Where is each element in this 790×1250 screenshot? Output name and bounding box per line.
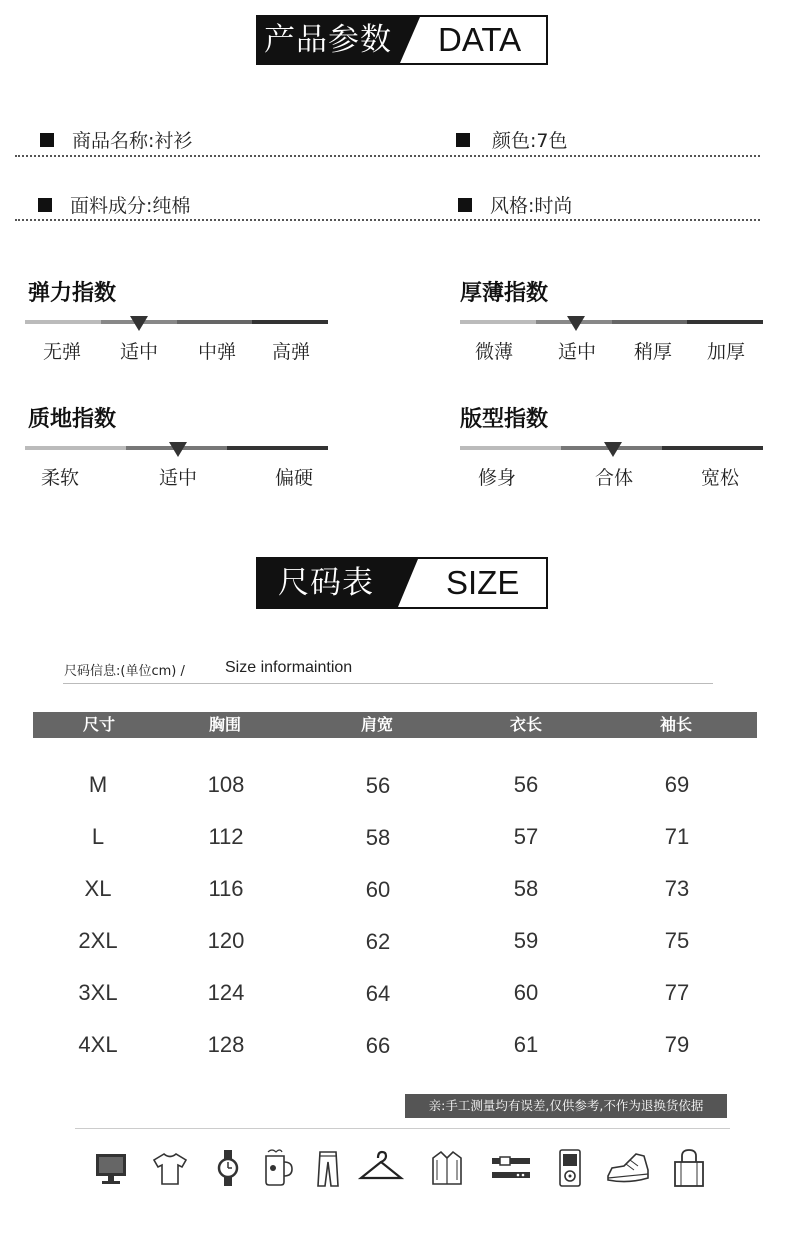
table-cell: 60 (513, 980, 539, 1005)
tshirt-icon (150, 1146, 190, 1190)
hanger-icon (358, 1146, 404, 1190)
table-cell: 4XL (78, 1032, 118, 1057)
monitor-icon (91, 1146, 131, 1190)
size-title-zh: 尺码表 (278, 565, 374, 601)
elasticity-option-3: 中弹 (197, 341, 237, 363)
size-table-header (33, 712, 757, 738)
size-info-divider (63, 683, 713, 684)
texture-option-2: 适中 (158, 467, 198, 489)
table-cell: 116 (208, 876, 244, 901)
thickness-option-2: 适中 (557, 341, 597, 363)
thickness-option-1: 微薄 (474, 341, 514, 363)
texture-index-title: 质地指数 (28, 407, 117, 432)
thickness-index-marker (567, 316, 585, 331)
param-style: 风格:时尚 (458, 191, 572, 218)
size-title-banner (256, 557, 548, 609)
table-cell: 120 (207, 928, 245, 953)
bullet-square-icon (40, 133, 54, 147)
bullet-square-icon (38, 198, 52, 212)
fit-option-2: 合体 (594, 467, 634, 489)
thickness-index-title: 厚薄指数 (460, 281, 549, 306)
size-info-zh: 尺码信息:(单位cm) / (64, 664, 185, 679)
table-cell: XL (84, 876, 112, 901)
texture-index-marker (169, 442, 187, 457)
trousers-icon (308, 1146, 348, 1190)
elasticity-option-4: 高弹 (271, 341, 311, 363)
bullet-square-icon (458, 198, 472, 212)
sneaker-icon (604, 1146, 652, 1190)
elasticity-index-title: 弹力指数 (28, 281, 117, 306)
texture-option-3: 偏硬 (274, 467, 314, 489)
table-cell: 58 (513, 876, 539, 901)
param-product-name: 商品名称:衬衫 (40, 126, 192, 153)
params-title-banner (256, 15, 548, 65)
table-cell: 60 (365, 877, 391, 902)
header-length: 衣长 (509, 715, 543, 734)
mug-icon (258, 1146, 298, 1190)
header-shoulder: 肩宽 (360, 715, 394, 734)
params-title-zh: 产品参数 (264, 22, 392, 58)
table-cell: 124 (207, 980, 245, 1005)
table-cell: 71 (664, 824, 690, 849)
table-cell: 112 (208, 824, 244, 849)
watch-icon (208, 1146, 248, 1190)
fit-index-title: 版型指数 (460, 407, 549, 432)
thickness-option-3: 稍厚 (633, 341, 673, 363)
table-cell: 59 (513, 928, 539, 953)
table-cell: 66 (365, 1033, 391, 1058)
elasticity-index-bar (25, 320, 328, 324)
header-size: 尺寸 (82, 715, 116, 734)
param-color: 颜色:7色 (456, 126, 568, 153)
table-cell: 75 (664, 928, 690, 953)
table-cell: 57 (513, 824, 539, 849)
elasticity-option-2: 适中 (119, 341, 159, 363)
table-cell: 79 (664, 1032, 690, 1057)
table-cell: 62 (365, 929, 391, 954)
measurement-note: 亲:手工测量均有误差,仅供参考,不作为退换货依据 (405, 1094, 727, 1118)
size-title-en: SIZE (446, 564, 520, 601)
table-cell: 108 (207, 772, 245, 797)
size-info-en: Size informaintion (225, 659, 353, 676)
table-cell: 73 (664, 876, 690, 901)
table-cell: 56 (513, 772, 539, 797)
divider-dotted (15, 219, 760, 221)
belt-icon (490, 1146, 532, 1190)
music-player-icon (550, 1146, 590, 1190)
divider-dotted (15, 155, 760, 157)
elasticity-option-1: 无弹 (42, 341, 82, 363)
table-cell: L (91, 824, 105, 849)
bullet-square-icon (456, 133, 470, 147)
table-cell: 61 (513, 1032, 539, 1057)
table-cell: 3XL (78, 980, 118, 1005)
note-divider (75, 1128, 730, 1129)
texture-option-1: 柔软 (40, 467, 80, 489)
param-fabric: 面料成分:纯棉 (38, 191, 190, 218)
table-cell: 58 (365, 825, 391, 850)
table-cell: 77 (664, 980, 690, 1005)
table-cell: 64 (365, 981, 391, 1006)
table-cell: M (88, 772, 108, 797)
table-cell: 56 (365, 773, 391, 798)
params-title-en: DATA (438, 21, 522, 58)
header-sleeve: 袖长 (659, 715, 693, 734)
thickness-option-4: 加厚 (706, 341, 746, 363)
thickness-index-bar (460, 320, 763, 324)
header-chest: 胸围 (208, 715, 242, 734)
shopping-bag-icon (669, 1146, 709, 1190)
table-cell: 128 (207, 1032, 245, 1057)
table-cell: 69 (664, 772, 690, 797)
shirt-icon (427, 1146, 467, 1190)
fit-option-3: 宽松 (700, 467, 740, 489)
fit-option-1: 修身 (477, 467, 517, 489)
table-cell: 2XL (78, 928, 118, 953)
elasticity-index-marker (130, 316, 148, 331)
fit-index-marker (604, 442, 622, 457)
